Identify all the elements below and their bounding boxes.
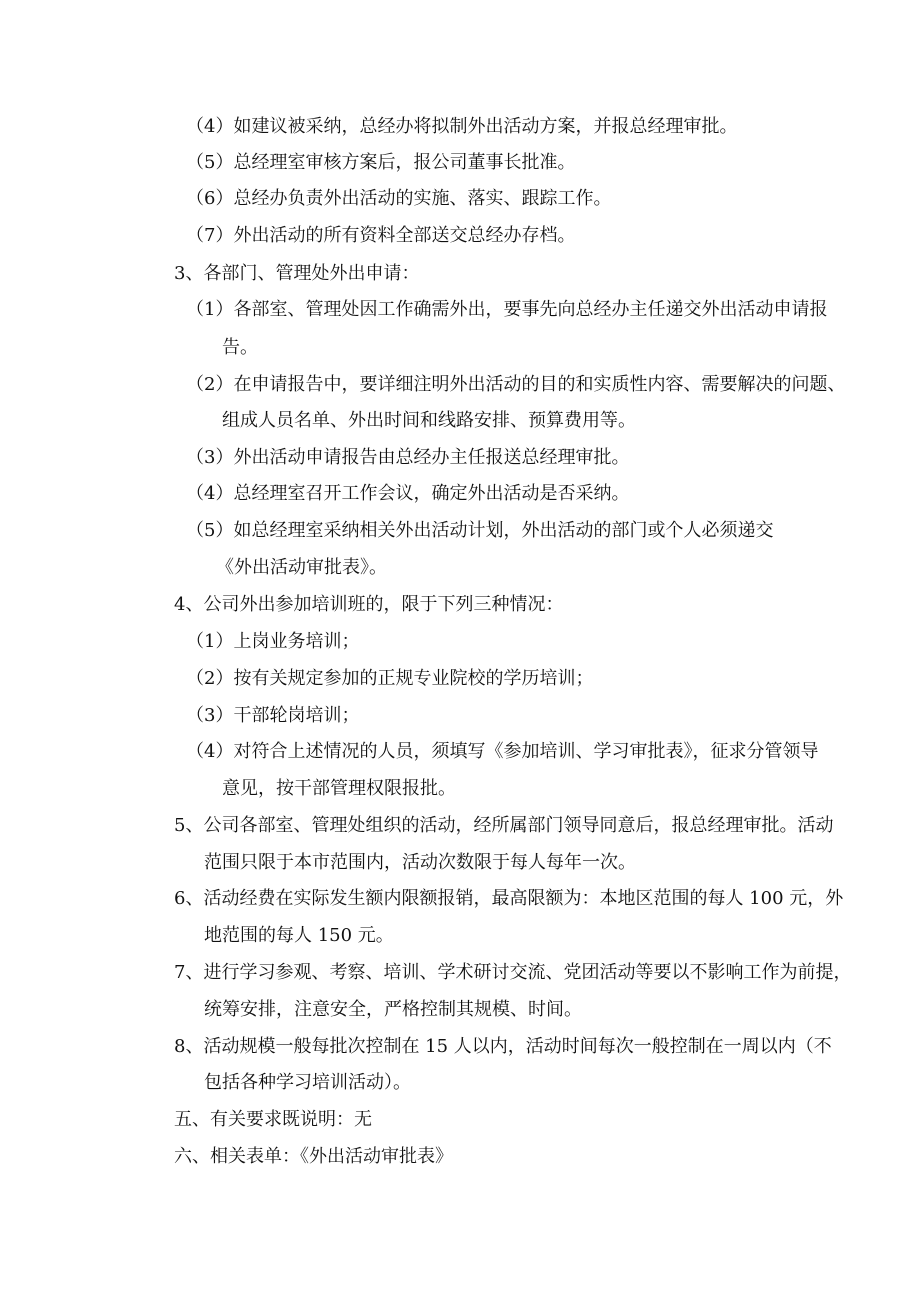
text-line: （4）总经理室召开工作会议，确定外出活动是否采纳。	[186, 483, 630, 504]
text-line: 告。	[222, 337, 258, 358]
text-line: （2）按有关规定参加的正规专业院校的学历培训；	[186, 668, 594, 689]
text-line: 包括各种学习培训活动）。	[204, 1072, 411, 1093]
text-line: 6、活动经费在实际发生额内限额报销，最高限额为：本地区范围的每人 100 元，外	[174, 888, 844, 909]
text-line: （3）干部轮岗培训；	[186, 705, 360, 726]
text-line: （7）外出活动的所有资料全部送交总经办存档。	[186, 225, 576, 246]
text-line: 《外出活动审批表》。	[216, 557, 387, 578]
text-line: 5、公司各部室、管理处组织的活动，经所属部门领导同意后，报总经理审批。活动	[174, 815, 834, 836]
text-line: 意见，按干部管理权限报批。	[222, 778, 456, 799]
text-line: （6）总经办负责外出活动的实施、落实、跟踪工作。	[186, 188, 612, 209]
text-line: （1）各部室、管理处因工作确需外出，要事先向总经办主任递交外出活动申请报	[186, 299, 828, 320]
text-line: （3）外出活动申请报告由总经办主任报送总经理审批。	[186, 447, 630, 468]
text-line: 统筹安排，注意安全，严格控制其规模、时间。	[204, 999, 582, 1020]
text-line: （2）在申请报告中，要详细注明外出活动的目的和实质性内容、需要解决的问题、	[186, 374, 846, 395]
text-line: （5）总经理室审核方案后，报公司董事长批准。	[186, 152, 576, 173]
text-line: 六、相关表单：《外出活动审批表》	[174, 1146, 453, 1167]
text-line: 地范围的每人 150 元。	[204, 925, 394, 946]
text-line: 7、进行学习参观、考察、培训、学术研讨交流、党团活动等要以不影响工作为前提，	[174, 962, 852, 983]
text-line: 3、各部门、管理处外出申请：	[174, 263, 420, 284]
text-line: 五、有关要求既说明：无	[174, 1109, 372, 1130]
text-line: （5）如总经理室采纳相关外出活动计划，外出活动的部门或个人必须递交	[186, 520, 774, 541]
text-line: 范围只限于本市范围内，活动次数限于每人每年一次。	[204, 852, 636, 873]
text-line: 4、公司外出参加培训班的，限于下列三种情况：	[174, 594, 564, 615]
text-line: （1）上岗业务培训；	[186, 631, 360, 652]
text-line: （4）如建议被采纳，总经办将拟制外出活动方案，并报总经理审批。	[186, 116, 738, 137]
text-line: 组成人员名单、外出时间和线路安排、预算费用等。	[222, 410, 636, 431]
text-line: （4）对符合上述情况的人员，须填写《参加培训、学习审批表》，征求分管领导	[186, 741, 819, 762]
text-line: 8、活动规模一般每批次控制在 15 人以内，活动时间每次一般控制在一周以内（不	[174, 1036, 832, 1057]
